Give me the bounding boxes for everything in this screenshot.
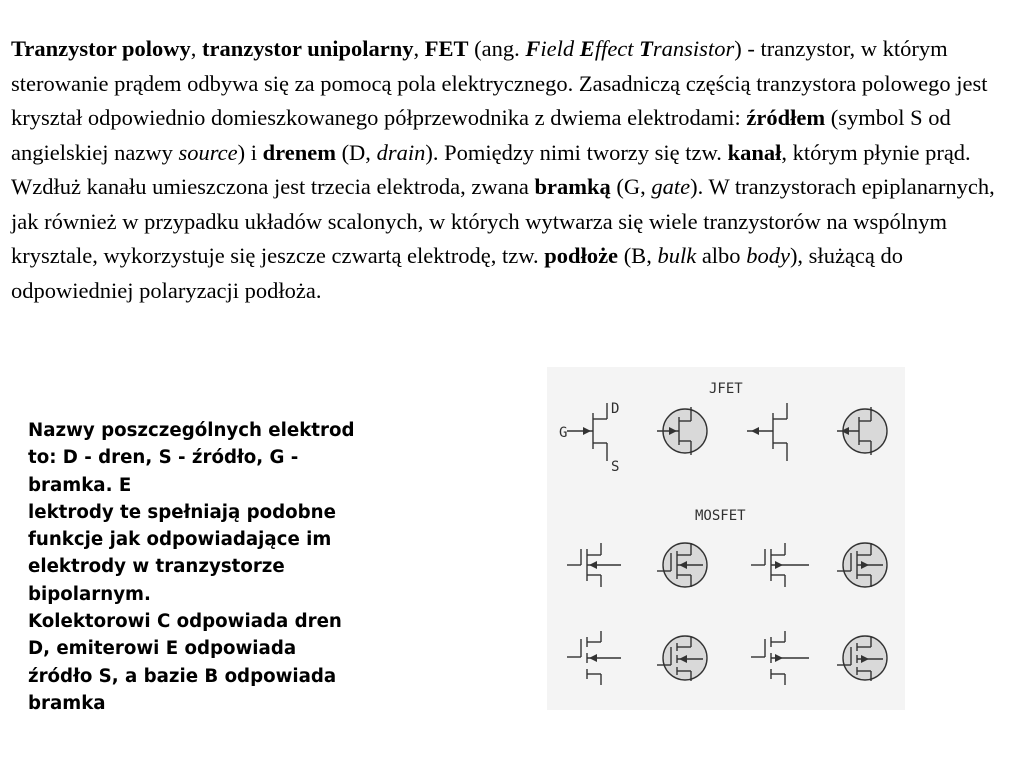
mosfet-symbol-2 (751, 543, 809, 587)
jfet-p-channel-circled-symbol (837, 407, 887, 455)
acronym-letter-e: E (579, 36, 595, 61)
text-run: ffect (594, 36, 640, 61)
text-run: , którym płynie prąd. Wzdłuż kanału umieszczona jest trzecia elektroda, zwana (11, 139, 971, 199)
text-run: ransistor (652, 36, 735, 61)
transistor-symbols-figure (547, 367, 905, 710)
side-note-line: bramka (28, 692, 106, 714)
mosfet-circled-symbol-3 (657, 636, 707, 681)
text-run: , (413, 36, 425, 61)
side-note-line: lektrody te spełniają podobne (28, 501, 336, 523)
term-body: body (746, 243, 790, 268)
text-run: (symbol S od angielskiej nazwy (11, 105, 951, 165)
text-run: albo (696, 243, 747, 268)
transistor-symbols-diagram (547, 367, 905, 710)
mosfet-symbol-3 (567, 631, 621, 685)
jfet-n-channel-circled-symbol (657, 407, 707, 455)
term-podloze: podłoże (544, 243, 619, 268)
source-letter: S (611, 459, 620, 475)
side-note-line: elektrody w tranzystorze (28, 556, 285, 578)
text-run: ) i (237, 139, 263, 165)
term-kanal: kanał (727, 139, 782, 165)
side-note (28, 417, 448, 717)
side-note-line: to: D - dren, S - źródło, G - (28, 447, 299, 469)
side-note-line: Kolektorowi C odpowiada dren (28, 611, 342, 633)
term-unipolarny: tranzystor unipolarny (202, 36, 414, 61)
text-run: , (190, 36, 203, 61)
term-polowy: Tranzystor polowy (11, 36, 191, 61)
term-zrodlem: źródłem (746, 105, 826, 130)
term-bramka: bramką (534, 174, 611, 199)
jfet-n-channel-symbol (567, 403, 607, 461)
text-run: ield (540, 36, 580, 61)
term-drenem: drenem (262, 139, 336, 165)
term-bulk: bulk (657, 243, 697, 268)
acronym-letter-f: F (525, 36, 541, 61)
mosfet-circled-symbol-1 (657, 543, 707, 587)
mosfet-circled-symbol-2 (837, 543, 887, 587)
text-run: (B, (618, 243, 658, 268)
main-paragraph (11, 32, 1011, 308)
side-note-line: Nazwy poszczególnych elektrod (28, 420, 355, 441)
side-note-line: bipolarnym. (28, 583, 151, 605)
term-drain: drain (376, 139, 426, 165)
mosfet-symbol-1 (567, 543, 621, 587)
term-fet: FET (424, 36, 469, 61)
text-run: ). W tranzystorach epiplanarnych, jak również w przypadku układów scalonych, w których wytwarza się wiele tranzystorów na wspólnym krysztale, wykorzystuje się jeszcze czwartą elektrodę, tzw. (11, 174, 995, 268)
term-source: source (178, 139, 238, 165)
side-note-line: funkcje jak odpowiadające im (28, 529, 332, 551)
text-run: ) - tranzystor, w którym sterowanie prądem odbywa się za pomocą pola elektrycznego. Zasadniczą częścią tranzystora polowego jest kryształ odpowiednio domieszkowanego półprzewodnika z dwiema elektrodami: (11, 36, 988, 130)
jfet-label: JFET (709, 381, 743, 397)
side-note-line: bramka. E (28, 474, 132, 496)
text-run: (D, (335, 139, 377, 165)
side-note-line: D, emiterowi E odpowiada (28, 638, 297, 660)
text-run: ). Pomiędzy nimi tworzy się tzw. (425, 139, 728, 165)
mosfet-label: MOSFET (695, 508, 746, 524)
term-gate: gate (651, 174, 691, 199)
jfet-p-channel-symbol (747, 403, 787, 461)
side-note-line: źródło S, a bazie B odpowiada (28, 665, 337, 687)
text-run: (G, (610, 174, 652, 199)
mosfet-symbol-4 (751, 631, 809, 685)
text-run: (ang. (468, 36, 526, 61)
acronym-letter-t: T (639, 36, 653, 61)
mosfet-circled-symbol-4 (837, 636, 887, 681)
drain-letter: D (611, 401, 620, 417)
gate-letter: G (559, 425, 568, 441)
text-run: ), służącą do odpowiedniej polaryzacji podłoża. (11, 243, 904, 303)
